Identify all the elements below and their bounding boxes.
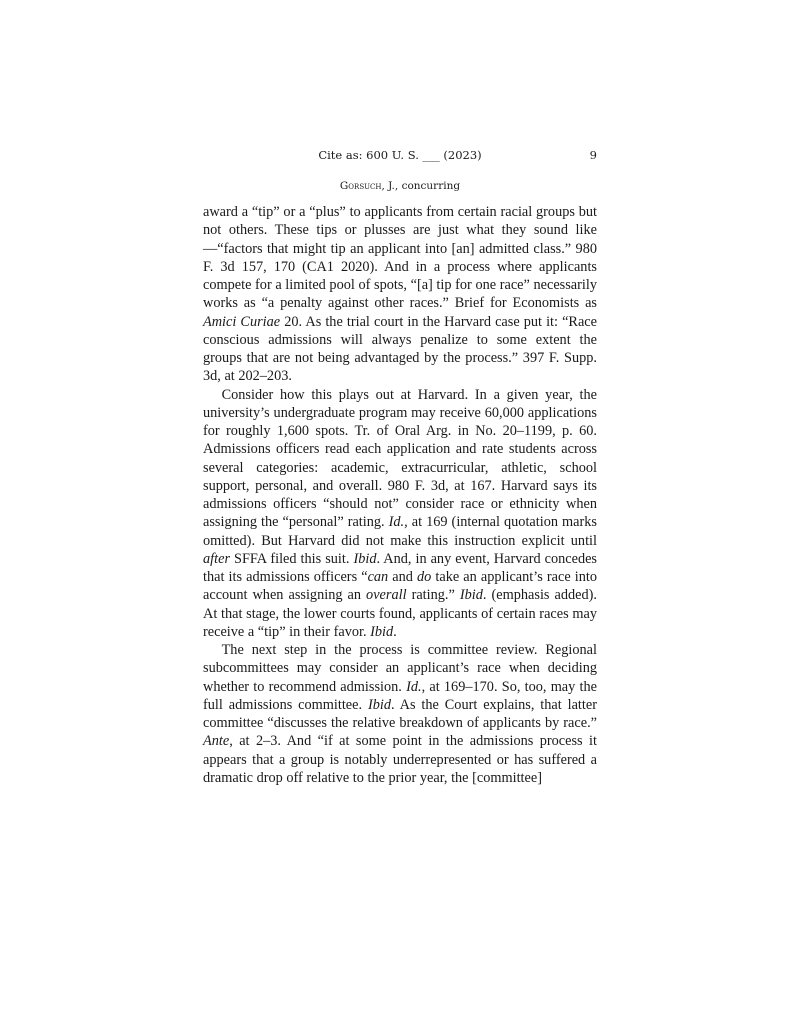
italic-text: Ante — [203, 733, 230, 750]
running-head — [203, 180, 597, 192]
italic-text: after — [203, 550, 231, 567]
text-run: and — [388, 569, 418, 585]
text-run: . As the Court explains, that latter committee “discusses the relative breakdown of applicants by race.” — [203, 696, 597, 731]
text-run: Consider how this plays out at Harvard. In a given year, the university’s undergraduate program may receive 60,000 applications for roughly 1,600 spots. Tr. of Oral Arg. in No. 20–1199, p. 60. Admissions officers read each application and rate students across several categories: academic, extracurricular, athletic, school support, personal, and overall. 980 F. 3d, at 167. Harvard says its admissions officers “should not” consider race or ethnicity when assigning the “personal” rating. — [203, 386, 597, 531]
page-header — [203, 148, 597, 164]
italic-text: Ibid — [459, 587, 483, 604]
italic-text: do — [417, 569, 432, 585]
italic-text: can — [367, 569, 389, 585]
paragraph — [203, 203, 597, 386]
opinion-body — [203, 203, 597, 787]
text-run: . And, in any event, Harvard concedes that its admissions officers “ — [203, 550, 598, 585]
text-run: SFFA filed this suit. — [230, 550, 354, 567]
text-run: The next step in the process is committee review. Regional subcommittees may consider an applicant’s race when deciding whether to recommend admission. — [203, 642, 597, 695]
text-run: take an applicant’s race into account when assigning an — [203, 569, 597, 604]
italic-text: Id., — [388, 514, 408, 531]
text-run: . (emphasis added). At that stage, the lower courts found, applicants of certain races may receive a “tip” in their favor. — [203, 587, 597, 640]
page-number: 9 — [589, 148, 597, 162]
italic-text: Id. — [406, 678, 422, 695]
text-run: 20. As the trial court in the Harvard case put it: “Race conscious admissions will always penalize to some extent the groups that are not being advantaged by the process.” 397 F. Supp. 3d, at 202–203. — [203, 313, 597, 385]
italic-text: Ibid — [370, 623, 394, 640]
paragraph — [203, 386, 597, 642]
text-run: rating.” — [406, 587, 460, 604]
italic-text: Ibid — [353, 550, 377, 567]
text-run: award a “tip” or a “plus” to applicants from certain racial groups but not others. These tips or plusses are just what they sound like—“factors that might tip an applicant into [an] admitted class.” 980 F. 3d 157, 170 (CA1 2020). And in a process where applicants compete for a limited pool of spots, “[a] tip for one race” necessarily works as “a penalty against other races.” Brief for Economists as — [203, 204, 597, 312]
italic-text: overall — [366, 587, 407, 604]
text-run: at 169 (internal quotation marks omitted). But Harvard did not make this instruction explicit until — [203, 514, 597, 549]
citation-line: Cite as: 600 U. S. ___ (2023) — [318, 148, 482, 162]
text-run: , at 2–3. And “if at some point in the admissions process it appears that a group is notably underrepresented or has suffered a dramatic drop off relative to the prior year, the [committee] — [203, 733, 597, 786]
author-name: Gorsuch — [339, 180, 382, 192]
italic-text: Amici Curiae — [203, 313, 281, 330]
text-run: , at 169–170. So, too, may the full admissions committee. — [203, 678, 597, 713]
italic-text: Ibid — [367, 696, 391, 713]
paragraph — [203, 641, 597, 787]
text-run: . — [393, 623, 397, 640]
author-role: , J., concurring — [381, 180, 461, 192]
